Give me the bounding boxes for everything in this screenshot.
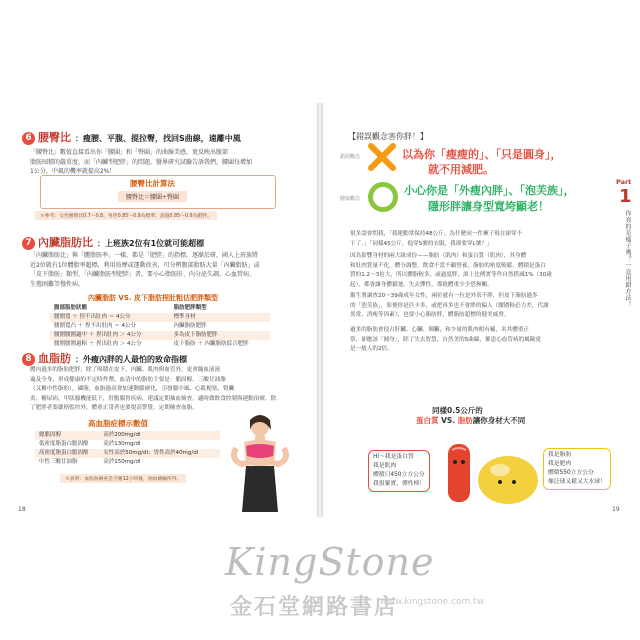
page-number-right: 19 — [612, 506, 620, 513]
section-8-body: 體內過多的脂肪肥胖，除了囤積在皮下、內臟、肌肉與血管外，更會隨血液流 遍及全身，形成健康的不定時炸彈。血清中的脂肪主要是：膽固醇、三酸甘油脂 （又稱中性脂肪），磷脂，血脂過高會加速動脈硬化，引發腦中風、心肌梗塞、腎臟 炎、糖尿病，甲狀腺機能低下，肝膽腸胃疾病，建議定期抽血檢查，適時做飲食控制與運動治療，除 了肥胖者要嚴格監控外，體重正常者也要提高警覺，定期檢查血脂。 — [30, 367, 277, 411]
right-concept-line-1: 小心你是「外瘦內胖」、「泡芙族」， — [404, 184, 575, 197]
table-row — [50, 340, 270, 349]
woman-waist-photo — [222, 412, 294, 512]
fat-bubble-line: 體積550立方公分 — [548, 470, 594, 476]
section-6-title — [22, 129, 241, 145]
diagram-protein-word: 蛋白質 — [416, 416, 439, 425]
diagram-end-word: 讓你身材大不同 — [472, 416, 526, 425]
lipid-note: ＊說明：血脂肪檢查是空腹12小時後，抽血檢驗所得。 — [60, 474, 186, 483]
protein-bubble-line: Hi～我是蛋白質 — [373, 454, 414, 460]
compare-table — [50, 304, 270, 349]
kingstone-watermark-logo: KingStone — [225, 540, 435, 584]
section-7-number: 7 — [22, 237, 35, 250]
protein-bubble-line: 我很緊實，彈性棒！ — [373, 481, 426, 487]
diagram-vs-word: VS. — [438, 416, 458, 425]
section-7-heading: 內臟脂肪比 — [38, 236, 93, 249]
compare-header-type: 脂肪肥胖類型 — [173, 305, 207, 311]
section-6-number: 6 — [22, 132, 35, 145]
table-cell: 高於200mg/dl — [103, 432, 141, 438]
table-cell: 高於130mg/dl — [103, 441, 141, 447]
table-row — [35, 440, 220, 449]
chapter-part-label: Part — [616, 178, 632, 186]
wrong-concept-label: 錯誤觀念 — [340, 154, 361, 160]
section-7-body: 「內臟脂肪比」與「體脂肪率」一樣，都是「肥胖」的指標，逐漸於研，國人上班族將 近2位就有1位體脂率超標，利用按摩或運動改善，可分辨腹部脂肪大量「內臟脂肪」或 「皮下脂肪」類型，「內臟脂肪型肥胖」者，要小心脂肪肝、內分泌失調、心血管病、 生殖困難等慢性病。 — [30, 252, 260, 288]
table-cell: 腰圍寬 ＋ 捏不出肚肉 ＝ 4公分 — [54, 314, 131, 320]
table-cell: 腰圍腰圍過粗 ＋ 捏出肚肉 ＞ 4公分 — [54, 341, 142, 347]
protein-bubble-line: 我是肌肉 — [373, 463, 397, 469]
protein-speech-bubble — [368, 450, 430, 492]
wrong-concept-heading: 【錯誤觀念害你胖！】 — [348, 132, 428, 141]
lipid-table-title: 高血脂症標示數值 — [88, 419, 148, 428]
right-concept-label: 健康觀念 — [340, 196, 361, 202]
section-8-number: 8 — [22, 353, 35, 366]
section-6-heading: 腰臀比 — [38, 131, 71, 144]
fat-speech-bubble — [543, 448, 611, 490]
table-cell: 高密度脂蛋白膽固醇 — [39, 450, 89, 456]
table-cell: 多為皮下脂肪肥胖 — [173, 332, 218, 338]
table-cell: 高於150mg/dl — [103, 459, 141, 465]
wrong-x-icon — [367, 142, 397, 172]
correct-circle-icon — [368, 182, 398, 212]
diagram-title-1: 同樣0.5公斤的 — [432, 406, 483, 415]
protein-vs-fat-illustration — [440, 440, 540, 510]
diagram-fat-word: 脂肪 — [457, 416, 473, 425]
section-8-subtitle: ：外瘦內胖的人最怕的致命指標 — [75, 355, 187, 364]
table-row — [35, 431, 220, 440]
protein-bubble-line: 體積只450立方公分 — [373, 472, 425, 478]
wrong-concept-line-1: 以為你「瘦瘦的」、「只是圓身」， — [402, 148, 562, 161]
formula-box-title: 腰臀比計算法 — [130, 179, 175, 188]
compare-header-state: 腹部脂肪狀態 — [54, 305, 88, 311]
table-cell: 標準身材 — [173, 314, 196, 320]
compare-table-title: 內臟脂肪 VS. 皮下脂肪捏肚粗估肥胖類型 — [88, 294, 218, 302]
section-6-subtitle: ：瘦腰、平腹、提拉臀，找回S曲線，遠離中風 — [75, 134, 241, 143]
table-row — [35, 449, 220, 458]
right-body-3: 衛生署調查20～39歲成年女性，兩位就有一位是外表不胖，但皮下脂肪過多 的「泡芙族」，影便你是匹卡多，或把再多也不會胖的偏人（腰圍較必力差，代謝 異常、消瘦等因素），也要小心脂肪胖，體脂肪超標的健美威脅。 — [350, 293, 549, 318]
table-cell: 腰圍寬凸 ＋ 捏不出肚肉 ＝ 4公分 — [54, 323, 136, 329]
right-body-1: 很多誤會問我，「我運動常保持48公斤，為什麼同一件褲子現在卻穿不 下了。」「同樣45公斤，他穿S號的衣服，我卻要穿L號？」 — [350, 231, 523, 247]
chapter-number: 1 — [619, 186, 632, 207]
table-cell: 女性高於50mg/dl；男性高於40mg/dl — [103, 450, 199, 456]
chapter-tab — [616, 178, 640, 378]
section-6-body: 「腰臀比」數值直接看出你「腰圍」和「臀圍」的曲線美感，更反映出腹部 脂肪囤積的嚴重度，而「內臟型肥胖」的問題，醫界研究試驗告訴我們，腰圍每增加 1公分，中風的機率就提高2%！ — [30, 149, 253, 175]
right-concept-line-2: 隱形胖讓身型寬垮顯老！ — [428, 200, 549, 213]
wrong-concept-line-2: 就不用減肥。 — [428, 163, 494, 176]
fat-bubble-line: 我是肥肉 — [548, 461, 572, 467]
table-row — [50, 322, 270, 331]
right-body-4: 過多的脂肪會侵占肝臟、心臟、胰臟，和少量的肌肉相有羈，名其體重正 常，卻應該「圓身」，除了失去智慧，自然美的S曲線，罹患心血管病的風險更 是一般人的2倍。 — [350, 327, 541, 352]
lipid-table — [35, 431, 220, 467]
diagram-title-2 — [416, 415, 525, 426]
table-cell: 內臟脂肪肥胖 — [173, 323, 207, 329]
section-8-title — [22, 350, 187, 366]
section-8-heading: 血脂肪 — [38, 352, 71, 365]
table-row — [35, 458, 220, 467]
formula-waist-hip: 腰臀比＝腰圍÷臀圍 — [118, 191, 187, 202]
table-row — [50, 313, 270, 322]
formula-note: ＊參考：女性腰臀比0.7～0.8，男性0.85～0.9為標準，超過0.85～0.9為肥胖。 — [35, 211, 217, 220]
table-row — [50, 331, 270, 340]
section-7-title — [22, 234, 204, 250]
fat-bubble-line: 像泛球又鬆又大水球！ — [548, 479, 606, 485]
fat-bubble-line: 我是脂肪 — [548, 452, 572, 458]
kingstone-watermark-url: www.kingstone.com.tw — [380, 597, 485, 607]
compare-table-header — [50, 304, 270, 313]
chapter-title: 你真的是瘦子嗎？一直用錯方法！ — [624, 210, 631, 308]
table-cell: 皮下脂肪 ＋ 內臟脂肪綜合肥胖 — [173, 341, 249, 347]
table-cell: 總膽固醇 — [39, 432, 62, 438]
table-cell: 腰圍腰圍適中 ＋ 捏出肚肉 ＞ 4公分 — [54, 332, 142, 338]
kingstone-watermark-cn: 金石堂網路書店 — [230, 594, 399, 620]
right-body-2: 因為影響身材的兩大組成份——脂肪（肌肉）和蛋白質（肌肉），其身體 和肚肉質量不化，體分調整，飲食不當不顧營養，脂肪的密度較鬆，體積是蛋白 質的1.2～3倍大，所以體脂較多，或過度胖，誰上比例實等作自然搭減1%（30歲 起），都會讓身體鬆弛、失去彈性，導致體重少少恐無關。 — [350, 253, 552, 288]
table-cell: 低密度脂蛋白膽固醇 — [39, 441, 89, 447]
page-number-left: 18 — [18, 506, 26, 513]
table-cell: 中性三酸甘油脂 — [39, 459, 78, 465]
section-7-subtitle: ：上班族2位有1位就可能超標 — [97, 239, 205, 248]
